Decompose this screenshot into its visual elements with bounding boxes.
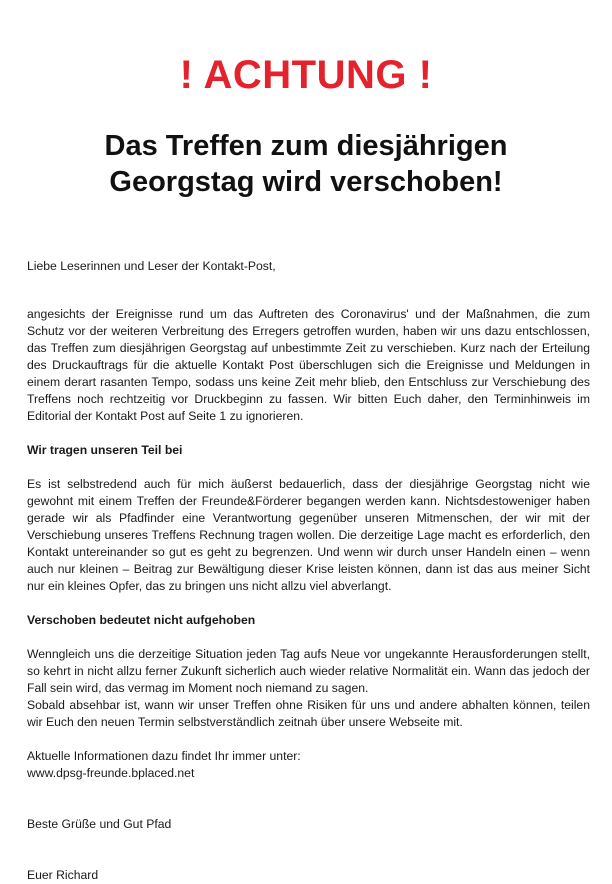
letter-body [27, 258, 590, 884]
paragraph-postponed-1: Wenngleich uns die derzeitige Situation jeden Tag aufs Neue vor ungekannte Herausforderungen stellt, so kehrt in nicht allzu ferner Zukunft sicherlich auch wieder relative Normalität ein. Wann das jedoch der Fall sein wird, das vermag im Moment noch niemand zu sagen. [27, 647, 590, 695]
greeting: Liebe Leserinnen und Leser der Kontakt-Post, [27, 259, 276, 273]
section-heading-contribution: Wir tragen unseren Teil bei [27, 443, 183, 457]
headline-line-1: Das Treffen zum diesjährigen [104, 130, 508, 162]
info-line: Aktuelle Informationen dazu findet Ihr immer unter: [27, 749, 301, 763]
signature: Euer Richard [27, 868, 99, 882]
paragraph-postponed-2: Sobald absehbar ist, wann wir unser Treffen ohne Risiken für uns und andere abhalten können, teilen wir Euch den neuen Termin selbstverständlich zeitnah über unsere Webseite mit. [27, 698, 590, 729]
headline [30, 128, 582, 200]
section-heading-postponed: Verschoben bedeutet nicht aufgehoben [27, 613, 256, 627]
alert-title: ! ACHTUNG ! [179, 53, 433, 97]
paragraph-intro: angesichts der Ereignisse rund um das Auftreten des Coronavirus' und der Maßnahmen, die zum Schutz vor der weiteren Verbreitung des Erregers getroffen wurden, haben wir uns dazu entschlossen, das Treffen zum diesjährigen Georgstag auf unbestimmte Zeit zu verschieben. Kurz nach der Erteilung des Druckauftrags für die aktuelle Kontakt Post überschlugen sich die Ereignisse und Meldungen in einem derart rasanten Tempo, sodass uns keine Zeit mehr blieb, den Entschluss zur Verschiebung des Treffens noch rechtzeitig vor Druckbeginn zu fassen. Wir bitten Euch daher, den Terminhinweis im Editorial der Kontakt Post auf Seite 1 zu ignorieren. [27, 307, 590, 423]
closing: Beste Grüße und Gut Pfad [27, 817, 172, 831]
headline-line-2: Georgstag wird verschoben! [109, 166, 503, 198]
website-link[interactable]: www.dpsg-freunde.bplaced.net [27, 766, 195, 780]
paragraph-contribution: Es ist selbstredend auch für mich äußerst bedauerlich, dass der diesjährige Georgstag nicht wie gewohnt mit einem Treffen der Freunde&Förderer begangen werden kann. Nichtsdestoweniger haben gerade wir als Pfadfinder eine Verantwortung gegenüber unseren Mitmenschen, der wir mit der Verschiebung unseres Treffens Rechnung tragen wollen. Die derzeitige Lage macht es erforderlich, den Kontakt untereinander so gut es geht zu begrenzen. Und wenn wir durch unser Handeln einen – wenn auch nur kleinen – Beitrag zur Bewältigung dieser Krise leisten können, dann ist das aus meiner Sicht nur ein kleines Opfer, das zu bringen uns nicht allzu viel abverlangt. [27, 477, 590, 593]
